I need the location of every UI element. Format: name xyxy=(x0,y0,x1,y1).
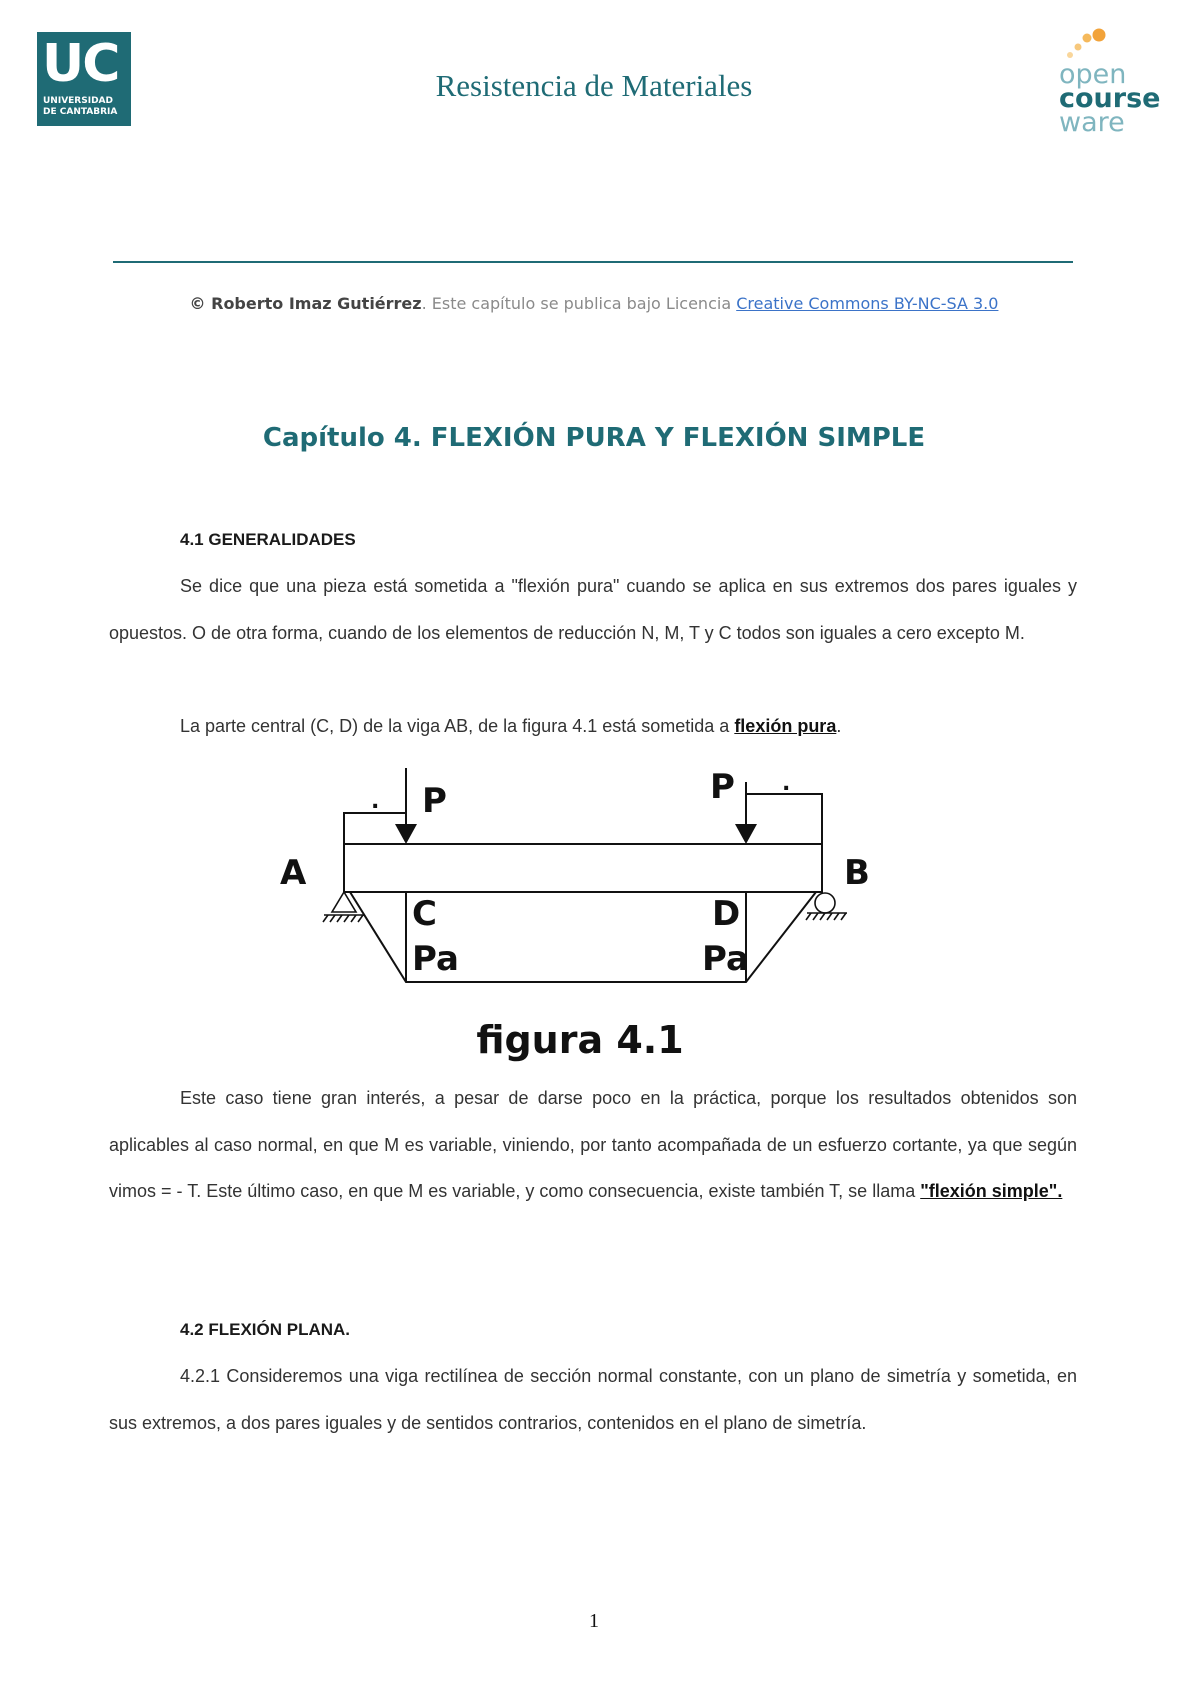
beam xyxy=(344,844,822,892)
label-a: A xyxy=(280,853,307,893)
paragraph-text: Se dice que una pieza está sometida a "flexión pura" cuando se aplica en sus extremos dos pares iguales y opuestos. O de otra forma, cuando de los elementos de reducción N, M, T y C todos son iguales a cero excepto M. xyxy=(109,576,1077,643)
label-pa-right: Pa xyxy=(702,939,749,979)
ocw-word-ware: ware xyxy=(1059,107,1125,138)
ocw-word-course: course xyxy=(1059,83,1161,114)
uc-logo-line2: DE CANTABRIA xyxy=(43,107,118,117)
uc-logo-mark: UC xyxy=(42,34,119,94)
license-text: . Este capítulo se publica bajo Licencia xyxy=(421,294,737,313)
pin-support-a xyxy=(323,892,364,922)
paragraph-viga-rectilinea xyxy=(109,1353,1077,1446)
license-line xyxy=(0,294,1188,313)
label-d: D xyxy=(712,894,741,934)
chapter-title: Capítulo 4. FLEXIÓN PURA Y FLEXIÓN SIMPLE xyxy=(262,423,926,453)
flexion-pura-term: flexión pura xyxy=(734,716,837,736)
header-divider xyxy=(113,261,1073,263)
figure-caption: figura 4.1 xyxy=(476,1018,684,1062)
paragraph-text: La parte central (C, D) de la viga AB, de la figura 4.1 está sometida a xyxy=(180,716,735,736)
label-pa-left: Pa xyxy=(412,939,459,979)
load-bracket-left xyxy=(344,813,406,844)
ocw-logo xyxy=(1055,25,1175,140)
paragraph-text: Este caso tiene gran interés, a pesar de darse poco en la práctica, porque los resultados obtenidos son aplicables al caso normal, en que M es variable, viniendo, por tanto acompañada de un esfuerzo cortante, ya que según vimos = - T. Este último caso, en que M es variable, y como consecuencia, existe también T, se llama xyxy=(109,1088,1077,1201)
paragraph-flexion-simple xyxy=(109,1075,1077,1215)
section-heading-flexion-plana: 4.2 FLEXIÓN PLANA. xyxy=(180,1320,351,1339)
page-number: 1 xyxy=(589,1610,599,1632)
label-p-right: P xyxy=(710,767,735,807)
paragraph-figure-reference xyxy=(109,703,1077,750)
label-dot-left: . xyxy=(371,789,380,814)
label-p-left: P xyxy=(422,781,447,821)
label-b: B xyxy=(844,853,870,893)
paragraph-end: . xyxy=(836,716,842,736)
flexion-simple-term: "flexión simple". xyxy=(920,1181,1063,1201)
document-title: Resistencia de Materiales xyxy=(435,68,753,103)
uc-logo-line1: UNIVERSIDAD xyxy=(43,96,113,106)
license-author: © Roberto Imaz Gutiérrez xyxy=(189,294,422,313)
load-arrow-right-head xyxy=(735,824,757,844)
label-dot-right: . xyxy=(782,771,791,796)
paragraph-flexion-pura-definition xyxy=(109,563,1077,656)
paragraph-text: 4.2.1 Consideremos una viga rectilínea de sección normal constante, con un plano de simetría y sometida, en sus extremos, a dos pares iguales y de sentidos contrarios, contenidos en el plano de simetría. xyxy=(109,1366,1077,1433)
load-arrow-left-head xyxy=(395,824,417,844)
label-c: C xyxy=(412,894,437,934)
load-bracket-right xyxy=(746,794,822,844)
license-link[interactable]: Creative Commons BY-NC-SA 3.0 xyxy=(736,294,999,313)
section-heading-generalidades: 4.1 GENERALIDADES xyxy=(180,530,356,549)
ocw-word-open: open xyxy=(1059,59,1127,90)
